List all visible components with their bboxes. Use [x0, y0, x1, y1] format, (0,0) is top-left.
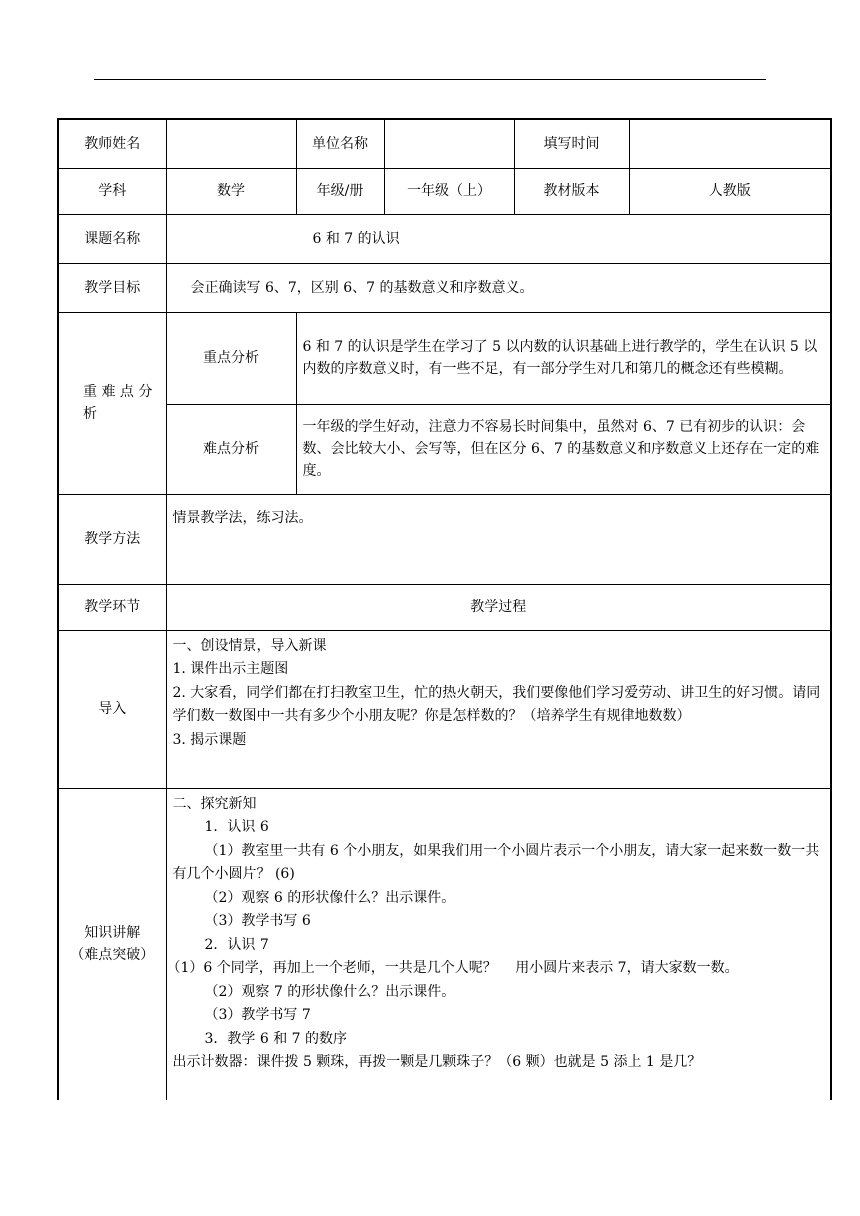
key-analysis-text: 6 和 7 的认识是学生在学习了 5 以内数的认识基础上进行教学的，学生在认识 5 以内数的序数意义时，有一些不足，有一部分学生对几和第几的概念还有些模糊。: [296, 312, 831, 404]
knowledge-label-line-1: 知识讲解: [84, 925, 141, 942]
knowledge-line-11: 出示计数器：课件拨 5 颗珠，再拨一颗是几颗珠子？（6 颗）也就是 5 添上 1 是几？: [172, 1054, 702, 1070]
intro-content: [166, 630, 831, 788]
goal-label: 教学目标: [58, 263, 166, 312]
process-label: 教学过程: [166, 584, 831, 630]
method-label: 教学方法: [58, 494, 166, 584]
date-label: 填写时间: [514, 119, 629, 168]
lesson-plan-table: [57, 118, 832, 1100]
row-key-analysis: [58, 312, 831, 404]
row-knowledge: [58, 788, 831, 1100]
row-difficult-analysis: [58, 404, 831, 494]
grade-value: 一年级（上）: [384, 168, 514, 214]
knowledge-line-7: （1）6 个同学，再加上一个老师，一共是几个人呢？ 用小圆片来表示 7，请大家数一数。: [166, 960, 739, 976]
row-method: [58, 494, 831, 584]
edition-label: 教材版本: [514, 168, 629, 214]
row-teacher: [58, 119, 831, 168]
knowledge-line-2: 1．认识 6: [204, 819, 269, 835]
edition-value: 人教版: [629, 168, 831, 214]
knowledge-content: [166, 788, 831, 1100]
method-value: 情景教学法，练习法。: [166, 494, 831, 584]
date-value: [629, 119, 831, 168]
row-subject: [58, 168, 831, 214]
intro-line-4: 3. 揭示课题: [172, 731, 247, 748]
difficult-analysis-label: 难点分析: [166, 404, 296, 494]
teacher-name-label: 教师姓名: [58, 119, 166, 168]
knowledge-label: [58, 788, 166, 1100]
row-process-header: [58, 584, 831, 630]
grade-label: 年级/册: [296, 168, 384, 214]
knowledge-line-5: （3）教学书写 6: [204, 913, 311, 929]
knowledge-line-4: （2）观察 6 的形状像什么？出示课件。: [204, 889, 456, 906]
knowledge-label-line-2: （难点突破）: [70, 947, 155, 964]
stage-label: 教学环节: [58, 584, 166, 630]
key-analysis-label: 重点分析: [166, 312, 296, 404]
analysis-label-text: 重 难 点 分 析: [83, 384, 153, 422]
unit-value: [384, 119, 514, 168]
header-rule: [94, 79, 766, 80]
difficult-analysis-text: 一年级的学生好动，注意力不容易长时间集中，虽然对 6、7 已有初步的认识：会数、会比较大小、会写等，但在区分 6、7 的基数意义和序数意义上还存在一定的难度。: [296, 404, 831, 494]
intro-line-1: 一、创设情景，导入新课: [172, 637, 327, 654]
knowledge-line-1: 二、探究新知: [172, 795, 257, 812]
intro-line-3: 2. 大家看，同学们都在打扫教室卫生，忙的热火朝天，我们要像他们学习爱劳动、讲卫生的好习惯。请同学们数一数图中一共有多少个小朋友呢？你是怎样数的？（培养学生有规律地数数）: [172, 684, 821, 724]
intro-line-2: 1. 课件出示主题图: [172, 661, 289, 677]
intro-label: 导入: [58, 630, 166, 788]
knowledge-line-3: （1）教室里一共有 6 个小朋友，如果我们用一个小圆片表示一个小朋友，请大家一起来数一数一共有几个小圆片？ (6): [172, 842, 820, 882]
subject-value: 数学: [166, 168, 296, 214]
knowledge-line-6: 2．认识 7: [204, 936, 269, 953]
row-goal: [58, 263, 831, 312]
goal-value: 会正确读写 6、7，区别 6、7 的基数意义和序数意义。: [166, 263, 831, 312]
teacher-name-value: [166, 119, 296, 168]
analysis-label: [58, 312, 166, 494]
topic-label: 课题名称: [58, 214, 166, 263]
row-intro: [58, 630, 831, 788]
topic-value: [166, 214, 831, 263]
unit-label: 单位名称: [296, 119, 384, 168]
row-topic: [58, 214, 831, 263]
knowledge-line-8: （2）观察 7 的形状像什么？出示课件。: [204, 983, 456, 1000]
topic-text: 6 和 7 的认识: [312, 230, 400, 247]
subject-label: 学科: [58, 168, 166, 214]
knowledge-line-9: （3）教学书写 7: [204, 1007, 311, 1023]
knowledge-line-10: 3．教学 6 和 7 的数序: [204, 1030, 348, 1047]
